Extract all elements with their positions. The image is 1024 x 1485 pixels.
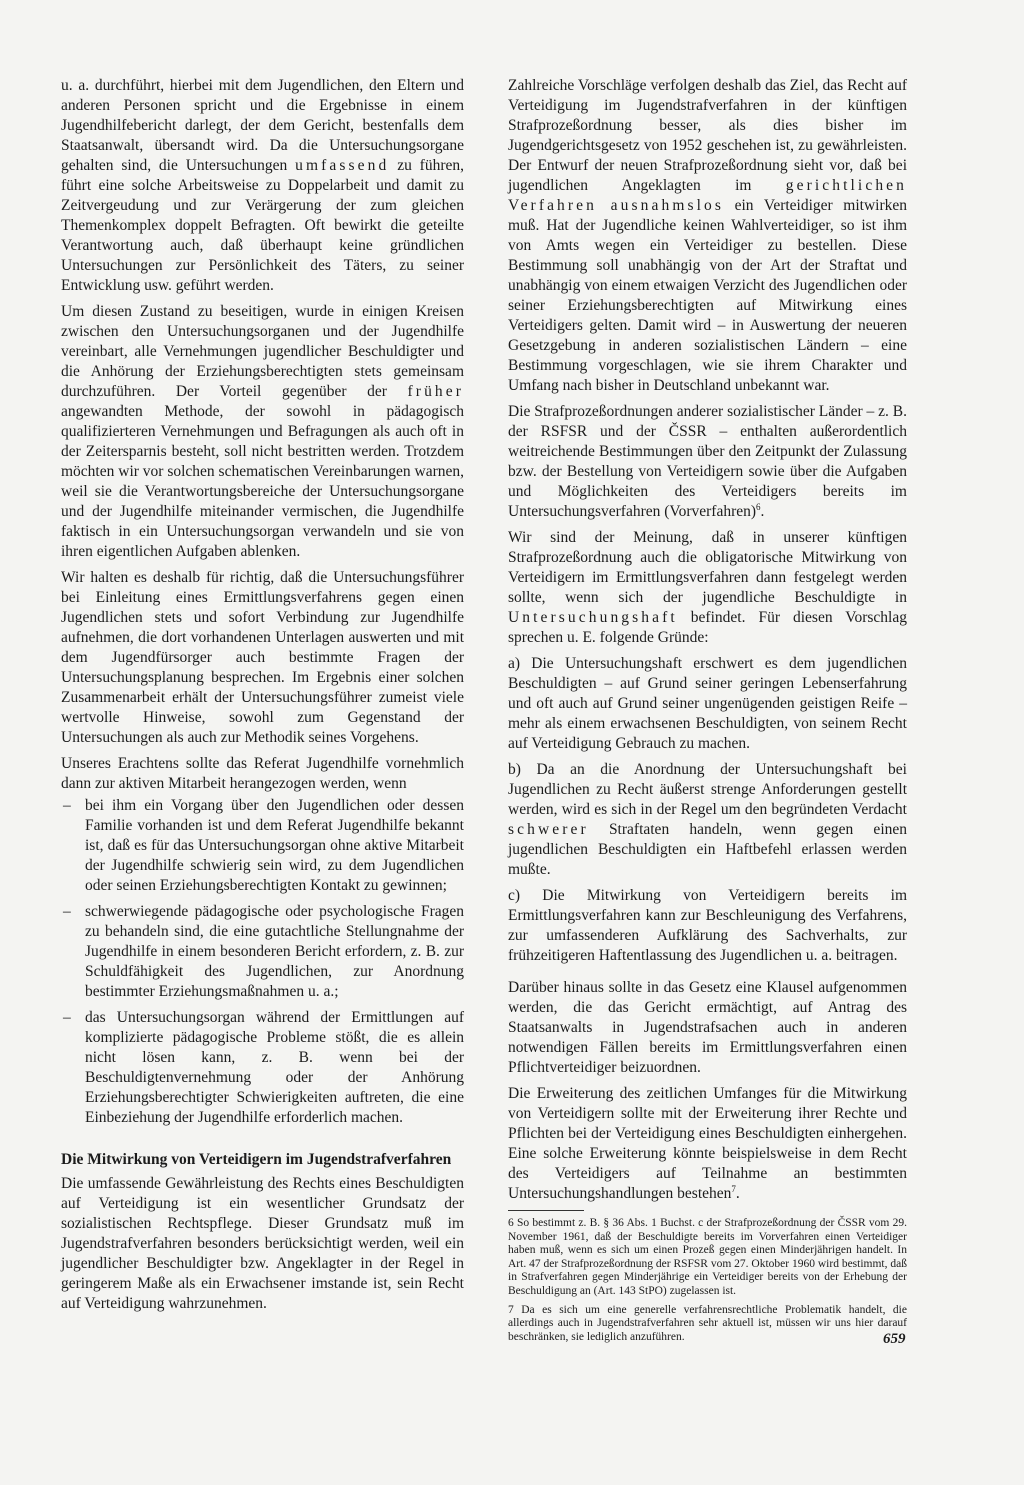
paragraph: Zahlreiche Vorschläge verfolgen deshalb das Ziel, das Recht auf Verteidigung im Jugendstrafverfahren in der künftigen Strafprozeßordnung besser, als dies bisher im Jugendgerichtsgesetz von 1952 geschehen ist, zu gewährleisten. Der Entwurf der neuen Strafprozeßordnung sieht vor, daß bei jugendlichen Angeklagten im gerichtlichen Verfahren ausnahmslos ein Verteidiger mitwirken muß. Hat der Jugendliche keinen Wahlverteidiger, so ist ihm von Amts wegen ein Verteidiger zu bestellen. Diese Bestimmung soll unabhängig von der Art der Straftat und unabhängig von einem etwaigen Verzicht des Jugendlichen oder seiner Erziehungsberechtigten auf Mitwirkung eines Verteidigers gelten. Damit wird – in Auswertung der neueren Gesetzgebung in anderen sozialistischen Ländern – eine Bestimmung vorgeschlagen, wie sie ihrem Charakter und Umfang nach bisher in Deutschland unbekannt war. [508,77,908,394]
footnote-divider [508,1210,584,1211]
list-item: b) Da an die Anordnung der Untersuchungshaft bei Jugendlichen zu Recht äußerst strenge Anforderungen gestellt werden, wird es sich in der Regel um den begründeten Verdacht schwerer Straftaten handeln, wenn gegen einen jugendlichen Beschuldigten ein Haftbefehl erlassen werden mußte. [508,761,908,878]
paragraph: Die Erweiterung des zeitlichen Umfanges für die Mitwirkung von Verteidigern sollte mit der Erweiterung ihrer Rechte und Pflichten bei der Verteidigung eines Beschuldigten einhergehen. Eine solche Erweiterung könnte beispielsweise in dem Recht des Verteidigers auf Teilnahme an bestimmten Untersuchungshandlungen bestehen$^7$. [508,1085,907,1202]
paragraph: Um diesen Zustand zu beseitigen, wurde in einigen Kreisen zwischen den Untersuchungsorganen und der Jugendhilfe vereinbart, alle Vernehmungen jugendlicher Beschuldigter und die Anhörung der Erziehungsberechtigten stets gemeinsam durchzuführen. Der Vorteil gegenüber der früher angewandten Methode, der sowohl in pädagogisch qualifizierteren Vernehmungen und Befragungen als auch oft in der Zeitersparnis besteht, soll nicht bestritten werden. Trotzdem möchten wir vor solchen schematischen Vereinbarungen warnen, weil sie die Verantwortungsbereiche der Untersuchungsorgane und der Jugendhilfe miteinander vermischen, die Jugendhilfe faktisch in ein Untersuchungsorgan verwandeln und sie von ihren eigentlichen Aufgaben ablenken. [61,303,465,560]
left-column [61,76,464,1320]
footnote: 6 So bestimmt z. B. § 36 Abs. 1 Buchst. c der Strafprozeßordnung der ČSSR vom 29. November 1961, daß der Beschuldigte bereits im Vorverfahren einen Verteidiger haben muß, wenn es sich um einen Prozeß gegen einen Minderjährigen handelt. In Art. 47 der Strafprozeßordnung der RSFSR vom 27. Oktober 1960 wird bestimmt, daß in Strafverfahren gegen Minderjährige ein Verteidiger bereits von der Erhebung der Beschuldigung an (Art. 143 StPO) zugelassen ist. [508,1217,907,1297]
section-heading: Die Mitwirkung von Verteidigern im Jugendstrafverfahren [61,1151,452,1168]
paragraph: Die umfassende Gewährleistung des Rechts eines Beschuldigten auf Verteidigung ist ein wesentlicher Grundsatz der sozialistischen Rechtspflege. Dieser Grundsatz muß im Jugendstrafverfahren besonders berücksichtigt werden, weil ein jugendlicher Beschuldigter bzw. Angeklagter in der Regel in geringerem Maße als ein Erwachsener imstande ist, sein Recht auf Verteidigung wahrzunehmen. [61,1175,464,1312]
list-item: – das Untersuchungsorgan während der Ermittlungen auf komplizierte pädagogische Probleme stößt, die es allein nicht lösen kann, z. B. wenn bei der Beschuldigtenvernehmung oder der Anhörung Erziehungsberechtigter Schwierigkeiten auftreten, die eine Einbeziehung der Jugendhilfe erforderlich machen. [63,1009,464,1126]
page-number: 659 [883,1331,906,1347]
paragraph: Darüber hinaus sollte in das Gesetz eine Klausel aufgenommen werden, die das Gericht ermächtigt, auf Antrag des Staatsanwalts in Jugendstrafsachen auch in anderen notwendigen Fällen bereits im Ermittlungsverfahren einen Pflichtverteidiger beizuordnen. [508,979,907,1076]
footnote-ref: 6 [756,501,761,512]
paragraph: Die Strafprozeßordnungen anderer sozialistischer Länder – z. B. der RSFSR und der ČSSR – enthalten außerordentlich weitreichende Bestimmungen über den Zeitpunkt der Zulassung bzw. der Bestellung von Verteidigern sowie über die Aufgaben und Möglichkeiten des Verteidigers bereits im Untersuchungsverfahren (Vorverfahren)$^6$. [508,403,907,520]
paragraph: Wir sind der Meinung, daß in unserer künftigen Strafprozeßordnung auch die obligatorische Mitwirkung von Verteidigern im Ermittlungsverfahren dann festgelegt werden sollte, wenn sich der jugendliche Beschuldigte in Untersuchungshaft befindet. Für diesen Vorschlag sprechen u. E. folgende Gründe: [508,529,907,646]
paragraph: Unseres Erachtens sollte das Referat Jugendhilfe vornehmlich dann zur aktiven Mitarbeit herangezogen werden, wenn [61,755,464,792]
paragraph: Wir halten es deshalb für richtig, daß die Untersuchungsführer bei Einleitung eines Ermittlungsverfahrens gegen einen Jugendlichen stets und sofort Verbindung zur Jugendhilfe aufnehmen, die dort vorhandenen Unterlagen auswerten und mit dem Jugendfürsorger auch bestimmte Fragen der Untersuchungsplanung besprechen. Im Ergebnis einer solchen Zusammenarbeit erhält der Untersuchungsführer zumeist viele wertvolle Hinweise, sowohl zum Gegenstand der Untersuchungen als auch zur Methodik seines Vorgehens. [61,569,464,746]
footnote-ref: 7 [731,1183,736,1194]
list-item: c) Die Mitwirkung von Verteidigern bereits im Ermittlungsverfahren kann zur Beschleunigung des Verfahrens, zur umfassenderen Aufklärung des Sachverhalts, zur frühzeitigeren Haftentlassung des Jugendlichen u. a. beitragen. [508,887,907,964]
list-item: – schwerwiegende pädagogische oder psychologische Fragen zu behandeln sind, die eine gutachtliche Stellungnahme der Jugendhilfe in einem besonderen Bericht erfordern, z. B. zur Schuldfähigkeit des Jugendlichen, zur Anordnung bestimmter Erziehungsmaßnahmen u. a.; [63,903,464,1000]
list-item: – bei ihm ein Vorgang über den Jugendlichen oder dessen Familie vorhanden ist und dem Referat Jugendhilfe bekannt ist, daß es für das Untersuchungsorgan ohne aktive Mitarbeit der Jugendhilfe schwierig sein wird, zu dem Jugendlichen oder seinen Erziehungsberechtigten Kontakt zu gewinnen; [63,797,464,894]
paragraph: u. a. durchführt, hierbei mit dem Jugendlichen, den Eltern und anderen Personen spricht und die Ergebnisse in einem Jugendhilfebericht darlegt, der dem Gericht, bestenfalls dem Staatsanwalt, übersandt wird. Da die Untersuchungsorgane gehalten sind, die Untersuchungen umfassend zu führen, führt eine solche Arbeitsweise zu Doppelarbeit und damit zu Zeitvergeudung und zur Verärgerung der zum gleichen Themenkomplex doppelt Befragten. Oft bewirkt die geteilte Verantwortung auch, daß überhaupt keine gründlichen Untersuchungen zur Persönlichkeit des Täters, zu seiner Entwicklung usw. geführt werden. [61,77,465,294]
right-column [508,76,907,1349]
footnote: 7 Da es sich um eine generelle verfahrensrechtliche Problematik handelt, die allerdings auch in Jugendstrafverfahren sehr aktuell ist, müssen wir uns hier darauf beschränken, sie lediglich anzuführen. [508,1303,907,1343]
list-item: a) Die Untersuchungshaft erschwert es dem jugendlichen Beschuldigten – auf Grund seiner geringen Lebenserfahrung und oft auch auf Grund seiner ungenügenden geistigen Reife – mehr als einem erwachsenen Beschuldigten, von seinem Recht auf Verteidigung Gebrauch zu machen. [508,655,907,752]
